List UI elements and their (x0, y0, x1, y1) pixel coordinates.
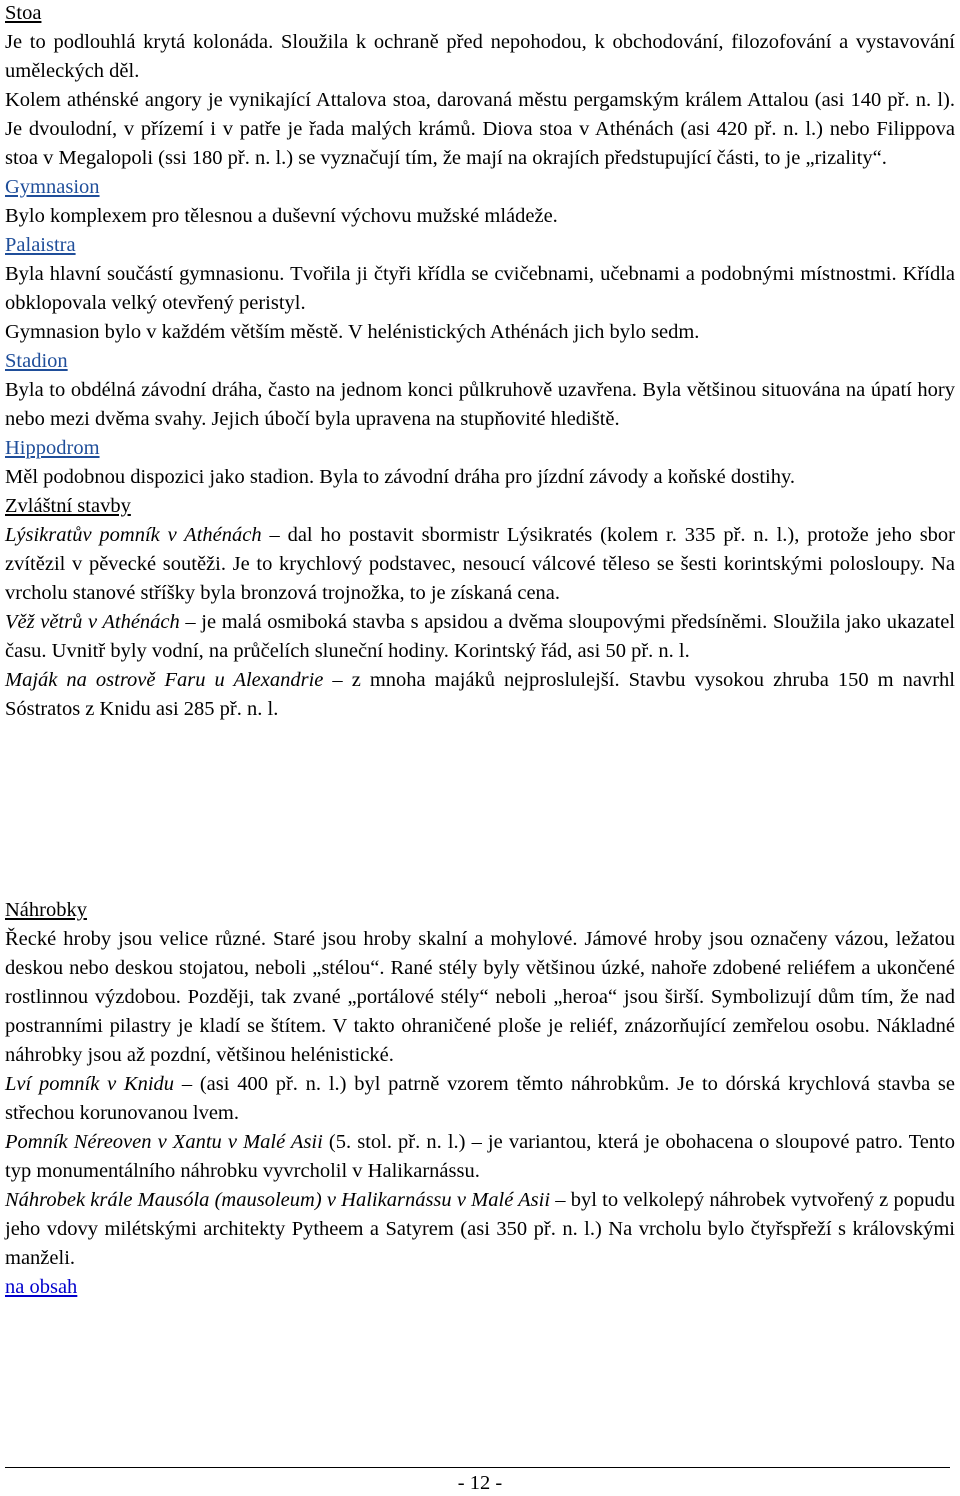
heading-nahrobky: Náhrobky (5, 899, 87, 921)
nahrobky-section (5, 896, 955, 1302)
nahrobky-item-1-text: – (asi 400 př. n. l.) byl patrně vzorem těmto náhrobkům. Je to dórská krychlová stavba se střechou korunovanou lvem. (5, 1073, 956, 1124)
zvlastni-item-3-text: – z mnoha majáků nejproslulejší. Stavbu vysokou zhruba 150 m navrhl Sóstratos z Knidu asi 285 př. n. l. (5, 669, 955, 720)
zvlastni-item-3 (5, 666, 955, 724)
top-section (5, 0, 955, 724)
palaistra-paragraph: Byla hlavní součástí gymnasionu. Tvořila ji čtyři křídla se cvičebnami, učebnami a podobnými místnostmi. Křídla obklopovala velký otevřený peristyl. (5, 263, 955, 314)
stadion-paragraph: Byla to obdélná závodní dráha, často na jednom konci půlkruhově uzavřena. Byla většinou situována na úpatí hory nebo mezi dvěma svahy. Jejich úbočí byla upravena na stupňovité hlediště. (5, 379, 955, 430)
heading-hippodrom: Hippodrom (5, 437, 100, 459)
heading-zvlastni-stavby: Zvláštní stavby (5, 495, 131, 517)
nahrobky-item-2-text: (5. stol. př. n. l.) – je variantou, která je obohacena o sloupové patro. Tento typ monumentálního náhrobku vyvrcholil v Halikarnássu. (5, 1131, 955, 1182)
nahrobky-item-1 (5, 1070, 955, 1128)
back-to-contents-link[interactable]: na obsah (5, 1276, 78, 1298)
nahrobky-item-3-title: Náhrobek krále Mausóla (mausoleum) v Halikarnássu v Malé Asii (5, 1189, 551, 1211)
nahrobky-paragraph: Řecké hroby jsou velice různé. Staré jsou hroby skalní a mohylové. Jámové hroby jsou označeny vázou, ležatou deskou nebo deskou stojatou, neboli „stélou“. Rané stély byly většinou úzké, nahoře zdobené reliéfem a ukončené rostlinnou výzdobou. Později, tak zvané „portálové stély“ neboli „heroa“ jsou širší. Symbolizují dům tím, že nad postranními pilastry je kladí se štítem. V takto ohraničené ploše je reliéf, znázorňující zemřelou osobu. Nákladné náhrobky jsou až pozdní, většinou helénistické. (5, 928, 955, 1066)
zvlastni-item-1-title: Lýsikratův pomník v Athénách (5, 524, 262, 546)
zvlastni-item-2-text: – je malá osmiboká stavba s apsidou a dvěma sloupovými předsíněmi. Sloužila jako ukazatel času. Uvnitř byly vodní, na průčelích sluneční hodiny. Korintský řád, asi 50 př. n. l. (5, 611, 955, 662)
nahrobky-item-2-title: Pomník Néreoven v Xantu v Malé Asii (5, 1131, 323, 1153)
heading-palaistra: Palaistra (5, 234, 76, 256)
zvlastni-item-1-text: – dal ho postavit sbormistr Lýsikratés (kolem r. 335 př. n. l.), protože jeho sbor zvítězil v pěvecké soutěži. Je to krychlový podstavec, nesoucí válcové těleso se šesti korintskými polosloupy. Na vrcholu stanové stříšky byla bronzová trojnožka, to je získaná cena. (5, 524, 955, 604)
hippodrom-paragraph: Měl podobnou dispozici jako stadion. Byla to závodní dráha pro jízdní závody a koňské dostihy. (5, 466, 796, 488)
nahrobky-item-1-title: Lví pomník v Knidu (5, 1073, 175, 1095)
nahrobky-item-3 (5, 1186, 955, 1273)
heading-stadion: Stadion (5, 350, 68, 372)
zvlastni-item-3-title: Maják na ostrově Faru u Alexandrie (5, 669, 324, 691)
nahrobky-item-2 (5, 1128, 955, 1186)
gymnasion-paragraph: Bylo komplexem pro tělesnou a duševní výchovu mužské mládeže. (5, 205, 558, 227)
zvlastni-item-2 (5, 608, 955, 666)
palaistra-paragraph-2: Gymnasion bylo v každém větším městě. V helénistických Athénách jich bylo sedm. (5, 321, 700, 343)
footer-divider (5, 1467, 950, 1468)
zvlastni-item-2-title: Věž větrů v Athénách (5, 611, 180, 633)
nahrobky-item-3-text: – byl to velkolepý náhrobek vytvořený z popudu jeho vdovy milétskými architekty Pytheem a Satyrem (asi 350 př. n. l.) Na vrcholu bylo čtyřspřeží s královskými manželi. (5, 1189, 955, 1269)
heading-stoa: Stoa (5, 2, 42, 24)
heading-gymnasion: Gymnasion (5, 176, 100, 198)
stoa-paragraph-2: Kolem athénské angory je vynikající Attalova stoa, darovaná městu pergamským králem Attalou (asi 140 př. n. l). Je dvoulodní, v přízemí i v patře je řada malých krámů. Diova stoa v Athénách (asi 420 př. n. l.) nebo Filippova stoa v Megalopoli (ssi 180 př. n. l.) se vyznačují tím, že mají na okrajích předstupující části, to je „rizality“. (5, 89, 955, 169)
stoa-paragraph-1: Je to podlouhlá krytá kolonáda. Sloužila k ochraně před nepohodou, k obchodování, filozofování a vystavování uměleckých děl. (5, 31, 955, 82)
page-number: - 12 - (457, 1472, 503, 1494)
zvlastni-item-1 (5, 521, 955, 608)
